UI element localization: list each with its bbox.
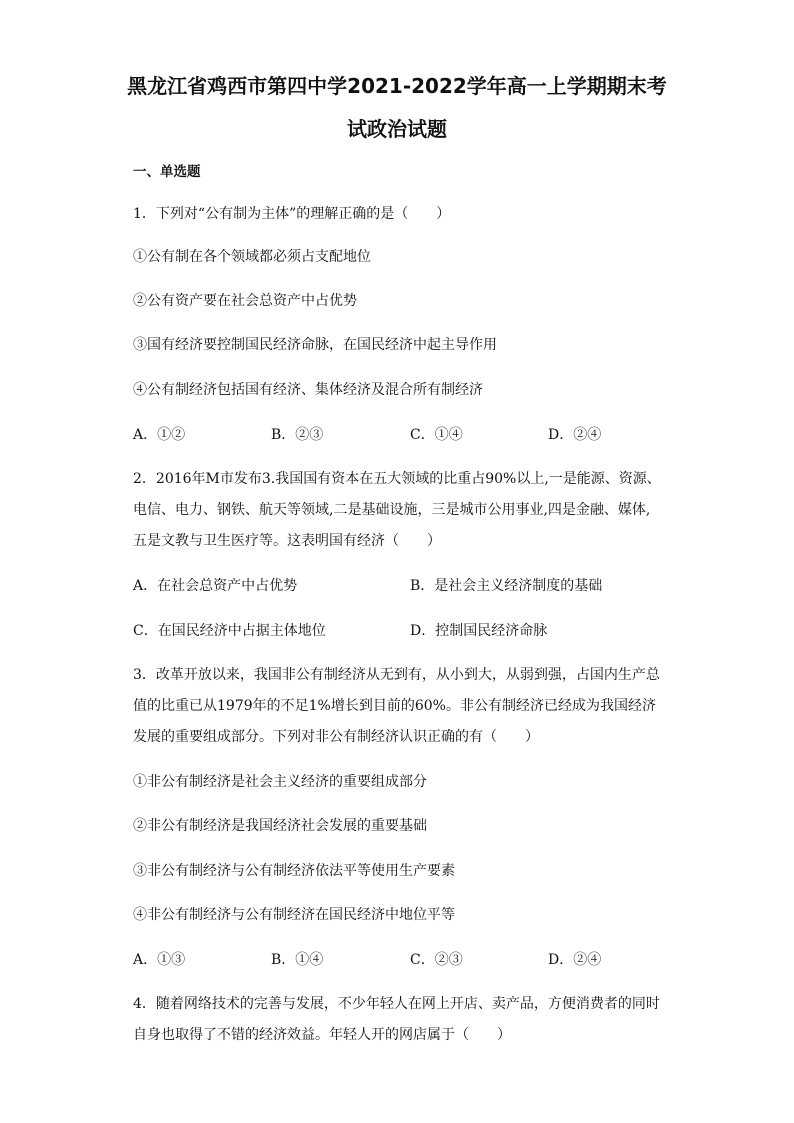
question-3-item-3: ③非公有制经济与公有制经济依法平等使用生产要素 xyxy=(133,863,455,879)
question-3-item-1: ①非公有制经济是社会主义经济的重要组成部分 xyxy=(133,774,427,790)
question-2-stem-line-2: 电信、电力、钢铁、航天等领域,二是基础设施，三是城市公用事业,四是金融、媒体, xyxy=(133,502,651,518)
question-1-item-3: ③国有经济要控制国民经济命脉，在国民经济中起主导作用 xyxy=(133,337,497,353)
question-3-stem-line-3: 发展的重要组成部分。下列对非公有制经济认识正确的有（ ） xyxy=(133,729,539,745)
question-2-stem-line-1: 2．2016年M市发布3.我国国有资本在五大领域的比重占90%以上,一是能源、资源、 xyxy=(133,471,661,487)
question-3-stem-line-1: 3．改革开放以来，我国非公有制经济从无到有，从小到大，从弱到强，占国内生产总 xyxy=(133,667,660,683)
question-3-option-c: C．②③ xyxy=(410,952,463,968)
document-title-line-1: 黑龙江省鸡西市第四中学2021-2022学年高一上学期期末考 xyxy=(127,74,667,98)
question-1-item-1: ①公有制在各个领域都必须占支配地位 xyxy=(133,249,371,265)
question-4-stem-line-2: 自身也取得了不错的经济效益。年轻人开的网店属于（ ） xyxy=(133,1027,511,1043)
section-heading: 一、单选题 xyxy=(133,164,201,180)
question-3-item-4: ④非公有制经济与公有制经济在国民经济中地位平等 xyxy=(133,907,455,923)
question-2-option-b: B．是社会主义经济制度的基础 xyxy=(410,578,603,594)
question-1-option-a: A．①② xyxy=(133,427,186,443)
document-title-line-2: 试政治试题 xyxy=(347,117,447,141)
question-1-option-d: D．②④ xyxy=(548,427,602,443)
question-2-option-a: A．在社会总资产中占优势 xyxy=(133,578,298,594)
question-2-option-c: C．在国民经济中占据主体地位 xyxy=(133,623,326,639)
question-3-stem-line-2: 值的比重已从1979年的不足1%增长到目前的60%。非公有制经济已经成为我国经济 xyxy=(133,698,656,714)
question-1-item-4: ④公有制经济包括国有经济、集体经济及混合所有制经济 xyxy=(133,382,483,398)
question-1-stem: 1．下列对“公有制为主体”的理解正确的是（ ） xyxy=(133,206,451,222)
question-2-option-d: D．控制国民经济命脉 xyxy=(410,623,548,639)
question-4-stem-line-1: 4．随着网络技术的完善与发展，不少年轻人在网上开店、卖产品，方便消费者的同时 xyxy=(133,996,660,1012)
question-1-item-2: ②公有资产要在社会总资产中占优势 xyxy=(133,293,357,309)
question-3-option-d: D．②④ xyxy=(548,952,602,968)
question-1-option-c: C．①④ xyxy=(410,427,463,443)
question-3-option-a: A．①③ xyxy=(133,952,186,968)
question-1-option-b: B．②③ xyxy=(271,427,324,443)
question-2-stem-line-3: 五是文教与卫生医疗等。这表明国有经济（ ） xyxy=(133,533,441,549)
question-3-item-2: ②非公有制经济是我国经济社会发展的重要基础 xyxy=(133,818,427,834)
question-3-option-b: B．①④ xyxy=(271,952,324,968)
